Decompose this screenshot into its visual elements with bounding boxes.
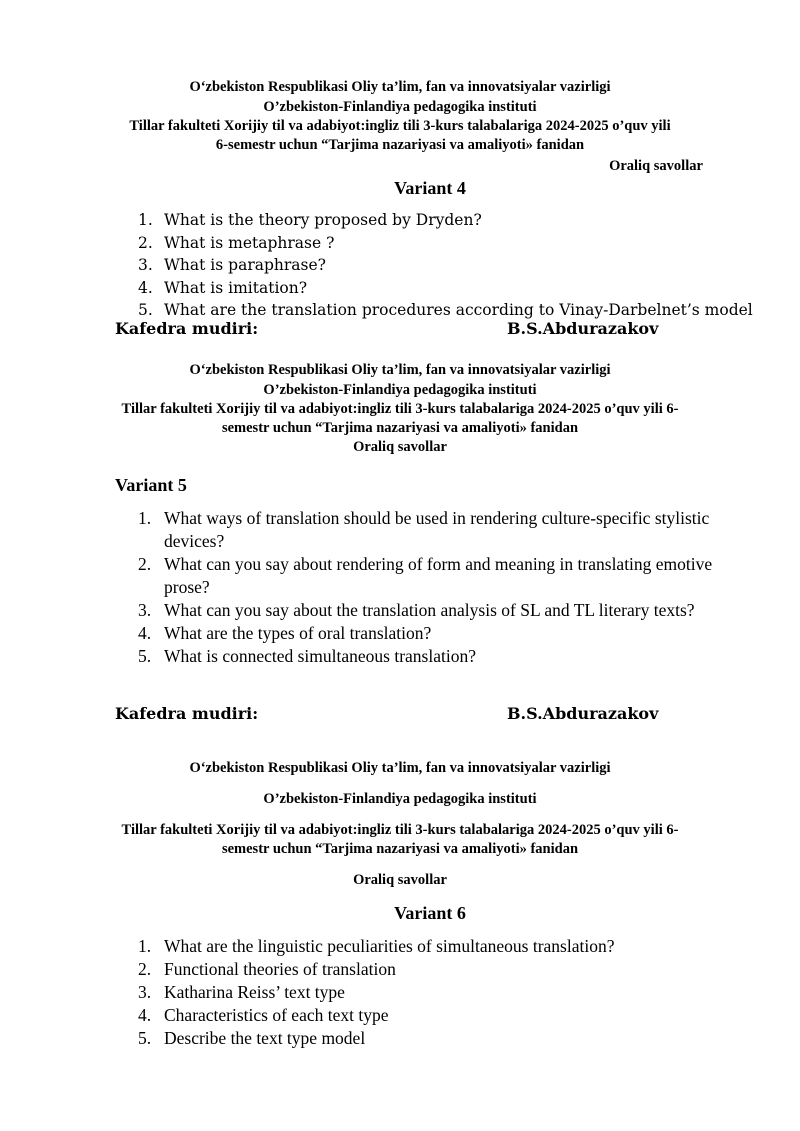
ministry-title: O‘zbekiston Respublikasi Oliy ta’lim, fan va innovatsiyalar vazirligi xyxy=(189,760,611,776)
question-item: 5. Describe the text type model xyxy=(138,1028,366,1048)
ministry-title: O‘zbekiston Respublikasi Oliy ta’lim, fan va innovatsiyalar vazirligi xyxy=(189,362,611,378)
question-item: 1. What ways of translation should be used in rendering culture-specific stylistic devices? xyxy=(138,508,710,551)
ministry-title: O‘zbekiston Respublikasi Oliy ta’lim, fan va innovatsiyalar vazirligi xyxy=(189,79,611,95)
exam-type: Oraliq savollar xyxy=(353,439,447,455)
question-list xyxy=(138,209,753,322)
department-head-label: Kafedra mudiri: xyxy=(115,704,259,723)
institute-title: O’zbekiston-Finlandiya pedagogika instituti xyxy=(263,382,537,398)
question-item: 2. What is metaphrase ? xyxy=(138,233,335,252)
question-list xyxy=(138,507,718,668)
department-head-name: B.S.Abdurazakov xyxy=(507,704,659,723)
question-item: 2. Functional theories of translation xyxy=(138,959,396,979)
variant-title: Variant 4 xyxy=(394,178,466,198)
question-item: 1. What are the linguistic peculiarities of simultaneous translation? xyxy=(138,936,615,956)
question-item: 3. Katharina Reiss’ text type xyxy=(138,982,345,1002)
question-item: 4. Characteristics of each text type xyxy=(138,1005,389,1025)
faculty-line: Tillar fakulteti Xorijiy til va adabiyot:ingliz tili 3-kurs talabalariga 2024-2025 o’quv yili 6- xyxy=(121,822,679,838)
institute-title: O’zbekiston-Finlandiya pedagogika instituti xyxy=(263,99,537,115)
variant-title: Variant 6 xyxy=(394,903,466,923)
semester-line: semestr uchun “Tarjima nazariyasi va amaliyoti» fanidan xyxy=(221,420,579,436)
question-item: 5. What are the translation procedures according to Vinay-Darbelnet’s model xyxy=(138,301,753,319)
department-head-name: B.S.Abdurazakov xyxy=(507,319,659,338)
institute-title: O’zbekiston-Finlandiya pedagogika instituti xyxy=(263,791,537,807)
department-head-label: Kafedra mudiri: xyxy=(115,319,259,338)
question-item: 4. What is imitation? xyxy=(138,278,308,297)
question-list xyxy=(138,935,615,1050)
variant-title: Variant 5 xyxy=(115,475,187,495)
semester-line: 6-semestr uchun “Tarjima nazariyasi va amaliyoti» fanidan xyxy=(215,137,585,153)
question-item: 2. What can you say about rendering of form and meaning in translating emotive prose? xyxy=(138,554,713,597)
faculty-line: Tillar fakulteti Xorijiy til va adabiyot:ingliz tili 3-kurs talabalariga 2024-2025 o’quv yili 6- xyxy=(121,401,679,417)
exam-type: Oraliq savollar xyxy=(353,872,447,888)
question-item: 1. What is the theory proposed by Dryden? xyxy=(138,211,482,229)
faculty-line: Tillar fakulteti Xorijiy til va adabiyot:ingliz tili 3-kurs talabalariga 2024-2025 o’quv yili xyxy=(129,118,671,134)
question-item: 3. What can you say about the translation analysis of SL and TL literary texts? xyxy=(138,600,695,620)
question-item: 5. What is connected simultaneous translation? xyxy=(138,646,476,666)
exam-type: Oraliq savollar xyxy=(609,158,703,174)
question-item: 4. What are the types of oral translation? xyxy=(138,623,432,643)
question-item: 3. What is paraphrase? xyxy=(138,256,326,274)
semester-line: semestr uchun “Tarjima nazariyasi va amaliyoti» fanidan xyxy=(221,841,579,857)
